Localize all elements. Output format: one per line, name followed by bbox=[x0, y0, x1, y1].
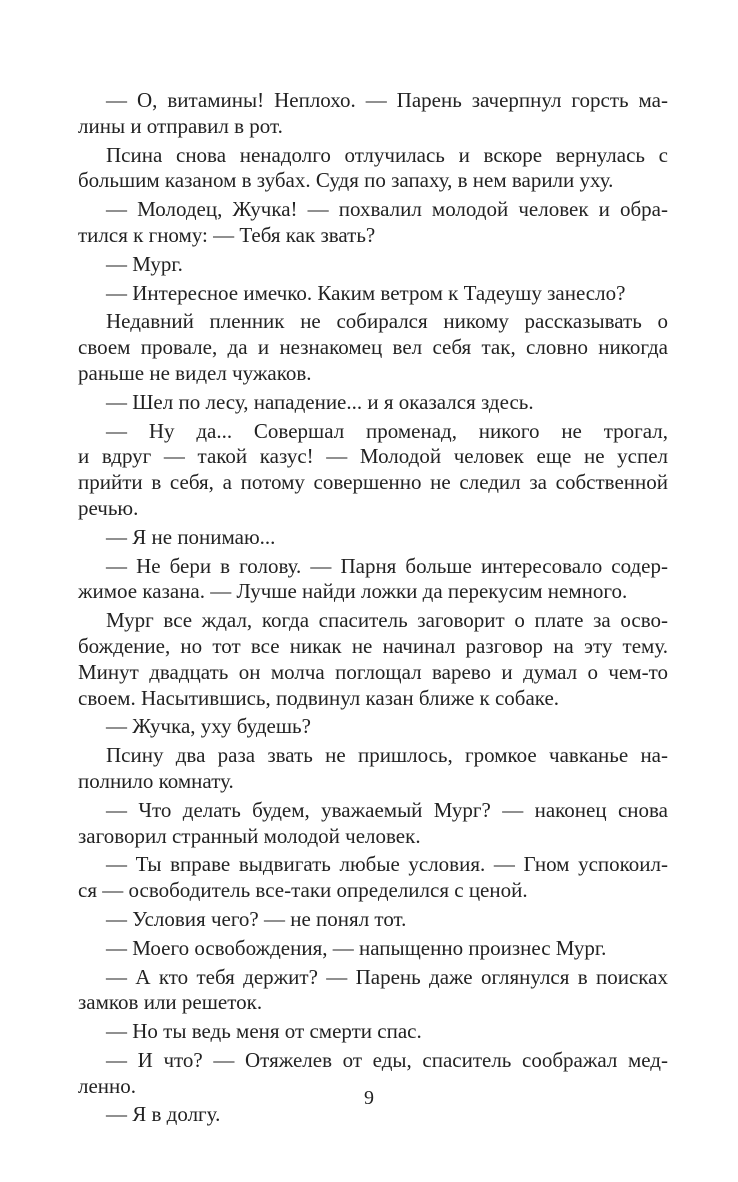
text-line: раньше не видел чужаков. bbox=[78, 360, 312, 385]
text-line: — О, витамины! Неплохо. — Парень зачерпнул горсть ма- bbox=[106, 88, 668, 112]
paragraph bbox=[78, 608, 668, 711]
page-number: 9 bbox=[364, 1087, 374, 1109]
text-line: большим казаном в зубах. Судя по запаху, в нем варили уху. bbox=[78, 168, 614, 193]
text-line: — Но ты ведь меня от смерти спас. bbox=[106, 1019, 422, 1044]
text-line: — Шел по лесу, нападение... и я оказался здесь. bbox=[106, 389, 534, 414]
text-line: — Жучка, уху будешь? bbox=[106, 714, 311, 739]
paragraph bbox=[78, 743, 668, 795]
text-line: — Не бери в голову. — Парня больше интересовало содер- bbox=[106, 553, 668, 578]
text-line: своем. Насытившись, подвинул казан ближе к собаке. bbox=[78, 685, 560, 710]
text-line: и вдруг — такой казус! — Молодой человек еще не успел bbox=[78, 444, 668, 469]
text-line: тился к гному: — Тебя как звать? bbox=[78, 222, 376, 247]
paragraph bbox=[78, 936, 668, 962]
paragraph bbox=[78, 197, 668, 249]
paragraph bbox=[78, 419, 668, 522]
page-text bbox=[78, 88, 668, 1127]
text-line: заговорил странный молодой человек. bbox=[78, 823, 421, 848]
text-line: — Мург. bbox=[106, 251, 183, 276]
text-line: — Моего освобождения, — напыщенно произнес Мург. bbox=[106, 935, 607, 960]
text-line: полнило комнату. bbox=[78, 768, 234, 793]
text-line: — Условия чего? — не понял тот. bbox=[106, 906, 407, 931]
paragraph bbox=[78, 390, 668, 416]
text-line: — Молодец, Жучка! — похвалил молодой человек и обра- bbox=[106, 197, 668, 222]
paragraph bbox=[78, 714, 668, 740]
paragraph bbox=[78, 852, 668, 904]
text-line: — Ты вправе выдвигать любые условия. — Гном успокоил- bbox=[106, 852, 668, 877]
text-line: ленно. bbox=[78, 1073, 137, 1098]
text-line: лины и отправил в рот. bbox=[78, 113, 283, 138]
text-line: — Я не понимаю... bbox=[106, 524, 276, 549]
text-line: — И что? — Отяжелев от еды, спаситель соображал мед- bbox=[106, 1047, 668, 1072]
text-line: своем провале, да и незнакомец вел себя так, словно никогда bbox=[78, 335, 668, 360]
paragraph bbox=[78, 252, 668, 278]
text-line: прийти в себя, а потому совершенно не следил за собственной bbox=[78, 470, 668, 495]
text-line: бождение, но тот все никак не начинал разговор на эту тему. bbox=[78, 633, 668, 658]
text-line: речью. bbox=[78, 495, 139, 520]
text-line: Недавний пленник не собирался никому рассказывать о bbox=[106, 309, 668, 334]
paragraph bbox=[78, 525, 668, 551]
paragraph bbox=[78, 965, 668, 1017]
text-line: Мург все ждал, когда спаситель заговорит о плате за осво- bbox=[106, 608, 668, 633]
paragraph bbox=[78, 88, 668, 140]
text-line: — А кто тебя держит? — Парень даже оглянулся в поисках bbox=[106, 964, 668, 989]
text-line: — Интересное имечко. Каким ветром к Тадеушу занесло? bbox=[106, 280, 626, 305]
text-line: — Ну да... Совершал променад, никого не трогал, bbox=[106, 418, 668, 443]
paragraph bbox=[78, 798, 668, 850]
text-line: Минут двадцать он молча поглощал варево и думал о чем-то bbox=[78, 659, 668, 684]
text-line: — Я в долгу. bbox=[106, 1102, 221, 1127]
text-line: жимое казана. — Лучше найди ложки да перекусим немного. bbox=[78, 579, 628, 604]
paragraph bbox=[78, 143, 668, 195]
text-line: Псину два раза звать не пришлось, громкое чавканье на- bbox=[106, 743, 668, 768]
text-line: ся — освободитель все-таки определился с ценой. bbox=[78, 878, 528, 903]
text-line: замков или решеток. bbox=[78, 990, 263, 1015]
paragraph bbox=[78, 1019, 668, 1045]
paragraph bbox=[78, 907, 668, 933]
paragraph bbox=[78, 309, 668, 386]
paragraph bbox=[78, 281, 668, 307]
text-line: Псина снова ненадолго отлучилась и вскоре вернулась с bbox=[106, 142, 668, 167]
text-line: — Что делать будем, уважаемый Мург? — наконец снова bbox=[106, 797, 668, 822]
paragraph bbox=[78, 554, 668, 606]
